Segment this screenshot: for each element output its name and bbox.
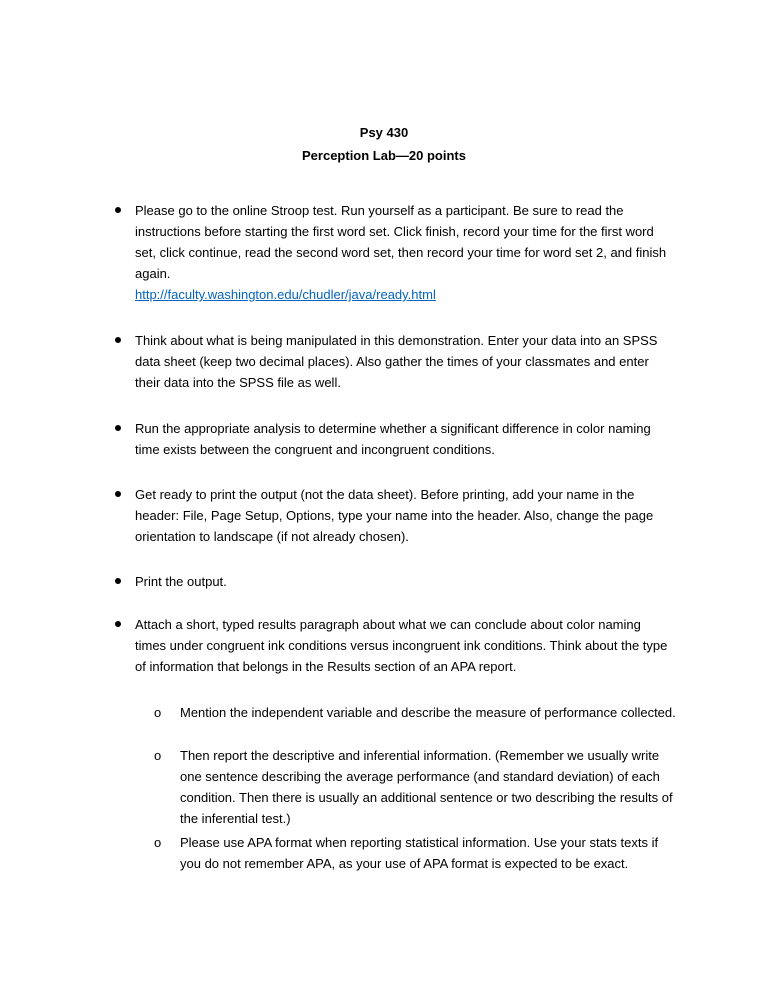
list-item — [135, 571, 675, 592]
lab-title: Perception Lab—20 points — [302, 148, 466, 163]
sub-list-item — [154, 832, 680, 874]
circle-bullet-icon: o — [154, 748, 162, 763]
bullet-icon — [115, 621, 121, 627]
list-item — [135, 484, 675, 547]
list-item-text: Get ready to print the output (not the data sheet). Before printing, add your name in the header: File, Page Setup, Options, type your name into the header. Also, change the page orientation to landscape (if not already chosen). — [135, 487, 654, 544]
list-item-text: Run the appropriate analysis to determine whether a significant difference in color naming time exists between the congruent and incongruent conditions. — [135, 421, 651, 457]
bullet-icon — [115, 207, 121, 213]
bullet-icon — [115, 578, 121, 584]
bullet-icon — [115, 337, 121, 343]
sub-list-item — [154, 702, 680, 723]
course-title: Psy 430 — [359, 125, 409, 140]
sub-list-item-text: Then report the descriptive and inferential information. (Remember we usually write one sentence describing the average performance (and standard deviation) of each condition. Then there is usually an additional sentence or two describing the results of the inferential test.) — [180, 748, 673, 826]
list-item — [135, 418, 675, 460]
sub-list-item-text: Please use APA format when reporting statistical information. Use your stats texts if you do not remember APA, as your use of APA format is expected to be exact. — [180, 835, 659, 871]
list-item-text: Attach a short, typed results paragraph about what we can conclude about color naming times under congruent ink conditions versus incongruent ink conditions. Think about the type of information that belongs in the Results section of an APA report. — [135, 617, 668, 674]
circle-bullet-icon: o — [154, 835, 162, 850]
sub-list-item-text: Mention the independent variable and describe the measure of performance collected. — [180, 705, 676, 720]
bullet-icon — [115, 425, 121, 431]
list-item — [135, 614, 675, 677]
list-item-text: Please go to the online Stroop test. Run yourself as a participant. Be sure to read the instructions before starting the first word set. Click finish, record your time for the first word set, click continue, read the second word set, then record your time for word set 2, and finish again. — [135, 203, 667, 281]
bullet-icon — [115, 491, 121, 497]
list-item — [135, 200, 675, 305]
list-item-text: Print the output. — [135, 574, 227, 589]
circle-bullet-icon: o — [154, 705, 162, 720]
list-item-text: Think about what is being manipulated in this demonstration. Enter your data into an SPSS data sheet (keep two decimal places). Also gather the times of your classmates and enter their data into the SPSS file as well. — [135, 333, 658, 390]
list-item — [135, 330, 675, 393]
document-header — [0, 121, 768, 167]
stroop-test-link[interactable]: http://faculty.washington.edu/chudler/java/ready.html — [135, 287, 436, 302]
sub-list-item — [154, 745, 680, 829]
